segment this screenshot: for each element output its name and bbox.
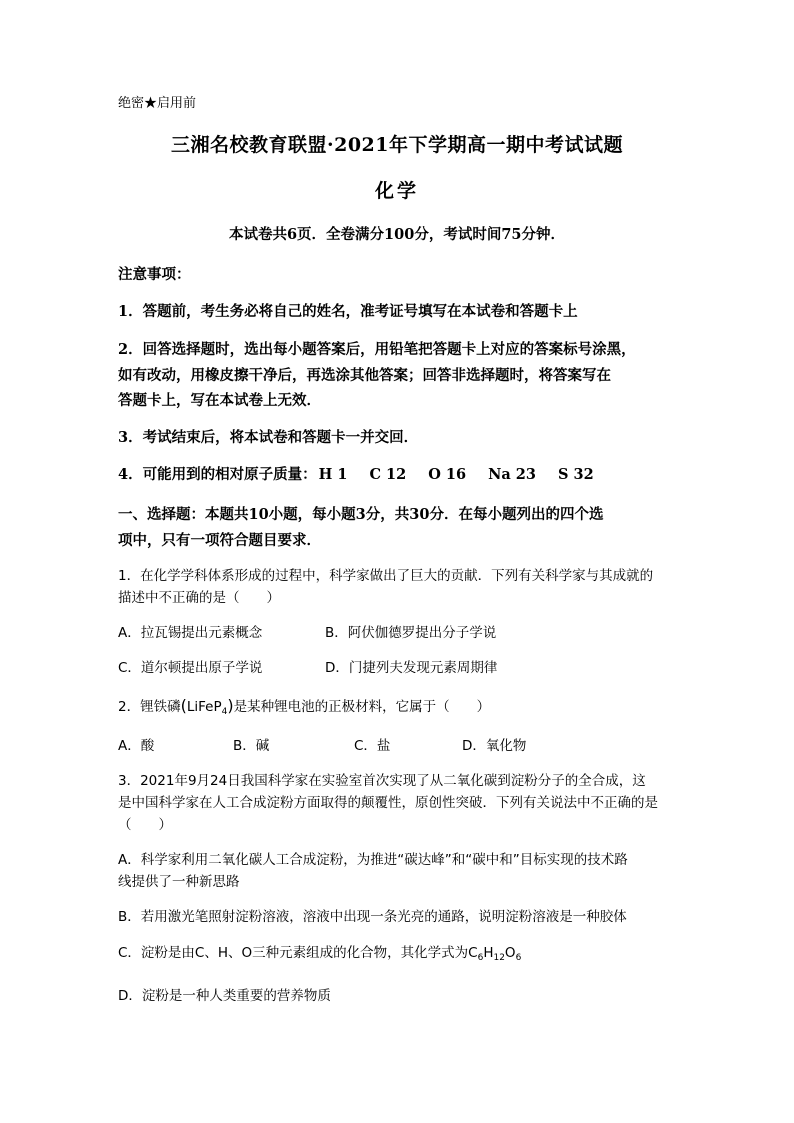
question-2-formula: LiFeP bbox=[186, 699, 222, 715]
atomic-mass-o: O 16 bbox=[428, 466, 467, 483]
atomic-mass-s: S 32 bbox=[557, 466, 594, 483]
note-item-3: 3．考试结束后，将本试卷和答题卡一并交回． bbox=[118, 429, 419, 446]
secret-mark: 绝密★启用前 bbox=[118, 96, 197, 111]
note-item-1: 1．答题前，考生务必将自己的姓名，准考证号填写在本试卷和答题卡上 bbox=[118, 303, 578, 320]
question-2-prefix: 2．锂铁磷 bbox=[118, 699, 181, 715]
question-1-option-b: B．阿伏伽德罗提出分子学说 bbox=[325, 625, 497, 641]
question-2-option-b: B．碱 bbox=[233, 738, 270, 754]
question-3-option-a-line-1: A．科学家利用二氧化碳人工合成淀粉，为推进“碳达峰”和“碳中和”目标实现的技术路 bbox=[118, 852, 628, 868]
exam-info: 本试卷共6页．全卷满分100分，考试时间75分钟． bbox=[228, 226, 566, 243]
question-2-option-c: C．盐 bbox=[354, 738, 391, 754]
question-2-formula-subscript: 4 bbox=[221, 707, 228, 717]
question-1-option-a: A．拉瓦锡提出元素概念 bbox=[118, 625, 263, 641]
atomic-mass-prefix: 4．可能用到的相对原子质量： bbox=[118, 466, 317, 483]
subject-title: 化学 bbox=[374, 180, 419, 202]
question-3-option-c: C．淀粉是由C、H、O三种元素组成的化合物，其化学式为$C_6H_{12}O_6$ bbox=[118, 945, 522, 963]
question-1-line-2: 描述中不正确的是（ ） bbox=[118, 590, 280, 606]
atomic-mass-h: H 1 bbox=[318, 466, 348, 483]
question-3-option-d: D．淀粉是一种人类重要的营养物质 bbox=[118, 988, 331, 1004]
note-item-2-line-2: 如有改动，用橡皮擦干净后，再选涂其他答案；回答非选择题时，将答案写在 bbox=[118, 367, 611, 384]
note-item-2-line-3: 答题卡上，写在本试卷上无效． bbox=[118, 392, 321, 409]
question-2-stem: 2．锂铁磷(LiFeP$_4$)是某种锂电池的正极材料，它属于（ ） bbox=[118, 696, 491, 717]
question-2-option-d: D．氧化物 bbox=[462, 738, 527, 754]
question-1-line-1: 1．在化学学科体系形成的过程中，科学家做出了巨大的贡献．下列有关科学家与其成就的 bbox=[118, 568, 654, 584]
question-1-option-d: D．门捷列夫发现元素周期律 bbox=[325, 660, 498, 676]
atomic-mass-na: Na 23 bbox=[488, 466, 536, 483]
section-1-heading-line-2: 项中，只有一项符合题目要求． bbox=[118, 532, 321, 549]
section-1-heading-line-1: 一、选择题：本题共10小题，每小题3分，共30分．在每小题列出的四个选 bbox=[118, 506, 604, 523]
question-3-line-2: 是中国科学家在人工合成淀粉方面取得的颠覆性，原创性突破．下列有关说法中不正确的是 bbox=[118, 795, 658, 811]
question-2-suffix: 是某种锂电池的正极材料，它属于（ ） bbox=[233, 699, 491, 715]
question-3-option-b: B．若用激光笔照射淀粉溶液，溶液中出现一条光亮的通路，说明淀粉溶液是一种胶体 bbox=[118, 909, 627, 925]
question-2-option-a: A．酸 bbox=[118, 738, 155, 754]
question-3-line-1: 3．2021年9月24日我国科学家在实验室首次实现了从二氧化碳到淀粉分子的全合成，这 bbox=[118, 773, 646, 789]
note-item-2-line-1: 2．回答选择题时，选出每小题答案后，用铅笔把答题卡上对应的答案标号涂黑， bbox=[118, 341, 636, 358]
exam-title: 三湘名校教育联盟·2021年下学期高一期中考试试题 bbox=[171, 134, 623, 156]
question-3-option-c-text: C．淀粉是由C、H、O三种元素组成的化合物，其化学式为 bbox=[118, 945, 469, 961]
question-3-line-3: （ ） bbox=[118, 817, 172, 833]
note-item-4 bbox=[118, 468, 616, 483]
notes-heading: 注意事项： bbox=[118, 266, 191, 283]
question-1-option-c: C．道尔顿提出原子学说 bbox=[118, 660, 263, 676]
question-3-option-a-line-2: 线提供了一种新思路 bbox=[118, 874, 240, 890]
atomic-mass-c: C 12 bbox=[369, 466, 407, 483]
